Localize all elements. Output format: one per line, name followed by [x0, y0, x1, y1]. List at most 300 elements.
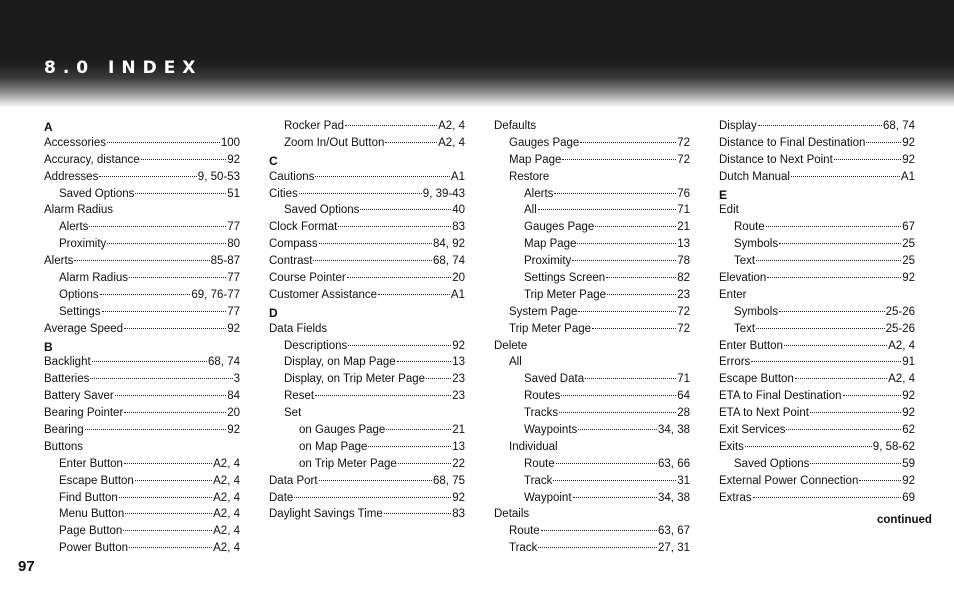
dot-leader	[767, 277, 901, 278]
index-entry-term: Symbols	[734, 305, 779, 318]
index-entry	[44, 422, 240, 439]
dot-leader	[135, 480, 212, 481]
index-entry	[44, 388, 240, 405]
index-entry-pages: A2, 4	[213, 474, 240, 487]
index-entry-term: Data Port	[269, 474, 318, 487]
index-entry-term: Descriptions	[284, 339, 348, 352]
index-entry	[719, 354, 915, 371]
index-entry-term: Dutch Manual	[719, 170, 790, 183]
index-entry-term: on Trip Meter Page	[299, 457, 397, 470]
index-entry-pages: 23	[452, 373, 465, 386]
index-entry-term: Buttons	[44, 440, 83, 453]
index-entry-term: Map Page	[524, 238, 577, 251]
index-entry-term: Routes	[524, 390, 561, 403]
index-entry-pages: 40	[452, 204, 465, 217]
index-entry-term: Track	[509, 542, 538, 555]
index-entry-pages: A2, 4	[213, 457, 240, 470]
index-entry-pages: A2, 4	[213, 525, 240, 538]
index-entry	[494, 540, 690, 557]
index-entry-pages: 63, 66	[658, 457, 690, 470]
index-entry	[44, 287, 240, 304]
dot-leader	[810, 412, 901, 413]
index-entry-pages: 92	[452, 491, 465, 504]
index-entry	[269, 287, 465, 304]
index-entry-term: Course Pointer	[269, 272, 346, 285]
index-entry-term: Data Fields	[269, 322, 328, 335]
index-entry-pages: 77	[227, 272, 240, 285]
index-entry-pages: 31	[677, 474, 690, 487]
index-entry	[719, 236, 915, 253]
index-entry	[269, 169, 465, 186]
index-entry-term: Cities	[269, 187, 298, 200]
index-entry	[269, 236, 465, 253]
index-entry-pages: 28	[677, 407, 690, 420]
index-entry	[269, 490, 465, 507]
index-section-letter: C	[269, 153, 278, 168]
index-section-letter: E	[719, 187, 728, 202]
index-entry	[269, 338, 465, 355]
dot-leader	[85, 429, 227, 430]
index-entry-term: Alerts	[59, 221, 89, 234]
index-entry-term: Backlight	[44, 356, 91, 369]
dot-leader	[315, 395, 451, 396]
index-entry	[269, 118, 465, 135]
dot-leader	[562, 159, 676, 160]
index-entry-term: Set	[284, 407, 302, 420]
index-entry	[494, 338, 690, 355]
dot-leader	[124, 328, 226, 329]
index-entry-pages: 21	[452, 424, 465, 437]
index-entry-pages: 83	[452, 221, 465, 234]
index-entry	[719, 405, 915, 422]
index-entry-term: Saved Options	[284, 204, 360, 217]
index-section-letter: A	[44, 120, 53, 134]
index-entry	[494, 439, 690, 456]
index-entry-term: Average Speed	[44, 322, 124, 335]
index-entry	[494, 304, 690, 321]
index-entry-term: Details	[494, 508, 530, 521]
index-entry-term: Escape Button	[59, 474, 134, 487]
index-entry	[719, 253, 915, 270]
index-entry	[719, 473, 915, 490]
index-entry	[269, 135, 465, 152]
dot-leader	[125, 513, 212, 514]
index-entry-pages: 92	[902, 272, 915, 285]
index-entry-term: Find Button	[59, 491, 118, 504]
index-entry	[719, 321, 915, 338]
index-entry-pages: 100	[220, 136, 240, 149]
index-entry	[494, 270, 690, 287]
dot-leader	[107, 142, 220, 143]
index-entry	[44, 540, 240, 557]
dot-leader	[345, 125, 437, 126]
index-entry	[494, 152, 690, 169]
index-entry-pages: 72	[677, 136, 690, 149]
index-entry	[44, 405, 240, 422]
index-entry-term: Extras	[719, 491, 752, 504]
index-entry-pages: 92	[227, 424, 240, 437]
index-entry-term: Display, on Map Page	[284, 356, 396, 369]
index-entry-term: Map Page	[509, 153, 562, 166]
dot-leader	[385, 142, 437, 143]
dot-leader	[398, 463, 451, 464]
index-entry-term: Route	[524, 457, 555, 470]
index-entry	[494, 473, 690, 490]
index-entry-term: System Page	[509, 305, 578, 318]
dot-leader	[866, 142, 901, 143]
dot-leader	[791, 176, 900, 177]
dot-leader	[89, 226, 226, 227]
index-entry-term: Gauges Page	[509, 136, 580, 149]
dot-leader	[580, 142, 676, 143]
dot-leader	[124, 463, 212, 464]
index-entry-term: Alarm Radius	[44, 204, 114, 217]
index-entry-pages: 27, 31	[658, 542, 690, 555]
index-entry-term: Alarm Radius	[59, 272, 129, 285]
dot-leader	[123, 530, 212, 531]
index-entry	[494, 490, 690, 507]
index-entry	[494, 253, 690, 270]
dot-leader	[90, 378, 232, 379]
index-entry-pages: 82	[677, 272, 690, 285]
index-entry-pages: 92	[902, 136, 915, 149]
dot-leader	[556, 463, 657, 464]
index-entry	[44, 371, 240, 388]
index-entry	[44, 152, 240, 169]
index-entry	[494, 118, 690, 135]
index-entry	[44, 236, 240, 253]
index-entry-term: Elevation	[719, 272, 767, 285]
dot-leader	[607, 294, 676, 295]
dot-leader	[74, 260, 209, 261]
index-entry-pages: A2, 4	[438, 136, 465, 149]
index-entry	[494, 405, 690, 422]
index-entry-term: Enter Button	[719, 339, 783, 352]
index-entry-pages: 69, 76-77	[191, 288, 240, 301]
index-entry	[719, 152, 915, 169]
index-entry-term: Distance to Next Point	[719, 153, 833, 166]
continued-label: continued	[877, 514, 932, 526]
index-entry-term: ETA to Final Destination	[719, 390, 842, 403]
index-entry	[269, 456, 465, 473]
index-entry-term: Enter	[719, 288, 747, 301]
dot-leader	[541, 530, 657, 531]
dot-leader	[319, 243, 432, 244]
index-entry	[44, 219, 240, 236]
index-entry	[719, 439, 915, 456]
index-entry	[494, 169, 690, 186]
dot-leader	[553, 480, 676, 481]
index-entry-term: on Gauges Page	[299, 424, 386, 437]
index-entry	[44, 304, 240, 321]
index-entry-pages: 25	[902, 255, 915, 268]
index-entry-pages: 77	[227, 221, 240, 234]
index-entry	[269, 219, 465, 236]
index-entry-pages: 92	[902, 407, 915, 420]
index-entry-pages: 3	[233, 373, 240, 386]
index-entry-pages: 92	[902, 390, 915, 403]
index-entry	[494, 422, 690, 439]
dot-leader	[577, 243, 676, 244]
dot-leader	[368, 446, 451, 447]
index-entry-pages: 23	[452, 390, 465, 403]
index-entry	[719, 169, 915, 186]
index-entry	[269, 253, 465, 270]
index-entry	[44, 490, 240, 507]
dot-leader	[810, 463, 901, 464]
page-number: 97	[18, 558, 35, 575]
index-column-3	[494, 118, 690, 557]
dot-leader	[554, 193, 676, 194]
index-entry-pages: 68, 74	[433, 255, 465, 268]
index-entry	[719, 371, 915, 388]
index-entry	[494, 523, 690, 540]
index-entry-pages: 51	[227, 187, 240, 200]
index-entry-term: Batteries	[44, 373, 90, 386]
dot-leader	[573, 497, 658, 498]
index-entry-pages: 71	[677, 373, 690, 386]
index-entry	[44, 202, 240, 219]
index-entry-term: Distance to Final Destination	[719, 136, 866, 149]
index-entry-term: Saved Options	[734, 457, 810, 470]
index-entry-term: Symbols	[734, 238, 779, 251]
index-entry-term: Route	[734, 221, 765, 234]
index-entry-term: Menu Button	[59, 508, 125, 521]
dot-leader	[348, 345, 451, 346]
dot-leader	[766, 226, 902, 227]
index-entry-pages: 23	[677, 288, 690, 301]
index-entry	[269, 202, 465, 219]
index-entry-term: Exit Services	[719, 424, 786, 437]
dot-leader	[578, 429, 657, 430]
dot-leader	[561, 395, 676, 396]
index-entry	[494, 456, 690, 473]
dot-leader	[347, 277, 451, 278]
index-entry	[494, 135, 690, 152]
index-entry	[269, 354, 465, 371]
index-entry-pages: 69	[902, 491, 915, 504]
dot-leader	[384, 513, 451, 514]
index-entry-pages: 25-26	[885, 305, 915, 318]
dot-leader	[141, 159, 227, 160]
index-entry-term: ETA to Next Point	[719, 407, 809, 420]
index-entry-term: Accuracy, distance	[44, 153, 140, 166]
index-entry-pages: 20	[227, 407, 240, 420]
index-entry	[269, 405, 465, 422]
index-entry-pages: 71	[677, 204, 690, 217]
index-entry-pages: 22	[452, 457, 465, 470]
index-entry-term: Tracks	[524, 407, 559, 420]
index-entry	[44, 321, 240, 338]
index-entry	[269, 473, 465, 490]
index-entry	[44, 456, 240, 473]
index-entry	[719, 422, 915, 439]
dot-leader	[319, 480, 432, 481]
index-entry-term: Waypoints	[524, 424, 578, 437]
index-entry-term: Cautions	[269, 170, 315, 183]
index-entry-pages: 83	[452, 508, 465, 521]
index-entry-term: Exits	[719, 440, 744, 453]
index-entry-pages: A2, 4	[213, 491, 240, 504]
dot-leader	[124, 412, 226, 413]
dot-leader	[360, 209, 451, 210]
dot-leader	[92, 361, 207, 362]
index-entry-term: Customer Assistance	[269, 288, 378, 301]
index-entry-term: Proximity	[524, 255, 572, 268]
index-entry-pages: A2, 4	[213, 508, 240, 521]
index-entry-term: Daylight Savings Time	[269, 508, 383, 521]
dot-leader	[538, 209, 676, 210]
index-entry	[44, 473, 240, 490]
index-entry-term: Clock Format	[269, 221, 338, 234]
index-entry-pages: 92	[227, 153, 240, 166]
index-entry	[269, 422, 465, 439]
dot-leader	[834, 159, 901, 160]
dot-leader	[107, 243, 226, 244]
index-column-4	[719, 118, 915, 506]
index-entry-pages: A2, 4	[888, 373, 915, 386]
index-entry	[494, 287, 690, 304]
index-entry	[494, 371, 690, 388]
page-title: 8.0 INDEX	[44, 58, 203, 78]
index-entry	[494, 354, 690, 371]
index-entry	[269, 506, 465, 523]
index-entry-term: External Power Connection	[719, 474, 859, 487]
index-column-2	[269, 118, 465, 523]
dot-leader	[102, 311, 227, 312]
index-entry-term: Delete	[494, 339, 528, 352]
index-entry	[719, 135, 915, 152]
dot-leader	[538, 547, 657, 548]
dot-leader	[115, 395, 227, 396]
index-entry-pages: 91	[902, 356, 915, 369]
index-entry	[44, 523, 240, 540]
index-entry-term: Addresses	[44, 170, 99, 183]
index-entry-term: Display	[719, 120, 757, 132]
index-entry	[719, 304, 915, 321]
index-entry-term: Bearing Pointer	[44, 407, 124, 420]
dot-leader	[751, 361, 901, 362]
index-entry-pages: 92	[902, 474, 915, 487]
index-entry	[269, 321, 465, 338]
dot-leader	[784, 345, 887, 346]
index-entry-term: Saved Data	[524, 373, 585, 386]
index-entry-pages: A1	[900, 170, 915, 183]
index-entry	[269, 439, 465, 456]
index-entry-pages: 68, 75	[433, 474, 465, 487]
index-entry-term: Text	[734, 255, 756, 268]
index-entry-term: Waypoint	[524, 491, 572, 504]
index-entry-term: Zoom In/Out Button	[284, 136, 385, 149]
index-section-letter: D	[269, 305, 278, 320]
index-entry-pages: 62	[902, 424, 915, 437]
dot-leader	[753, 497, 902, 498]
index-entry	[44, 506, 240, 523]
dot-leader	[313, 260, 432, 261]
dot-leader	[378, 294, 450, 295]
dot-leader	[843, 395, 902, 396]
index-entry-pages: 9, 39-43	[422, 187, 465, 200]
dot-leader	[592, 328, 676, 329]
index-entry-pages: 20	[452, 272, 465, 285]
index-entry-term: Battery Saver	[44, 390, 114, 403]
dot-leader	[338, 226, 451, 227]
index-entry	[719, 287, 915, 304]
index-entry-term: Trip Meter Page	[509, 322, 592, 335]
index-entry	[494, 186, 690, 203]
dot-leader	[585, 378, 676, 379]
index-entry	[719, 270, 915, 287]
dot-leader	[294, 497, 451, 498]
dot-leader	[426, 378, 451, 379]
index-entry-pages: 67	[902, 221, 915, 234]
index-entry	[719, 202, 915, 219]
dot-leader	[100, 294, 191, 295]
index-entry-pages: 13	[452, 440, 465, 453]
index-entry-term: Trip Meter Page	[524, 288, 607, 301]
index-entry	[494, 236, 690, 253]
index-entry-term: Alerts	[44, 255, 74, 268]
index-entry-term: Compass	[269, 238, 318, 251]
index-entry-term: Escape Button	[719, 373, 794, 386]
index-entry-pages: 72	[677, 153, 690, 166]
dot-leader	[397, 361, 452, 362]
index-entry-term: Defaults	[494, 120, 537, 132]
index-entry-term: Accessories	[44, 136, 106, 149]
dot-leader	[779, 243, 901, 244]
index-entry-term: Power Button	[59, 542, 129, 555]
index-section-letter: B	[44, 339, 53, 354]
index-entry-pages: 92	[227, 322, 240, 335]
index-entry-pages: 77	[227, 305, 240, 318]
index-entry-pages: 68, 74	[883, 120, 915, 132]
index-entry-term: Reset	[284, 390, 315, 403]
index-entry-term: Individual	[509, 440, 558, 453]
index-entry-pages: 9, 50-53	[197, 170, 240, 183]
index-entry	[44, 135, 240, 152]
dot-leader	[756, 328, 884, 329]
index-entry-term: Route	[509, 525, 540, 538]
index-entry-pages: 59	[902, 457, 915, 470]
index-entry-term: Gauges Page	[524, 221, 595, 234]
index-entry-pages: 92	[902, 153, 915, 166]
index-entry-term: Text	[734, 322, 756, 335]
index-entry	[719, 388, 915, 405]
dot-leader	[572, 260, 676, 261]
index-entry-term: All	[524, 204, 537, 217]
dot-leader	[299, 193, 422, 194]
index-entry	[719, 219, 915, 236]
index-entry-term: Restore	[509, 170, 550, 183]
index-entry	[44, 186, 240, 203]
index-entry	[44, 439, 240, 456]
index-entry-term: Alerts	[524, 187, 554, 200]
index-entry-term: Date	[269, 491, 294, 504]
index-entry-pages: 92	[452, 339, 465, 352]
dot-leader	[745, 446, 872, 447]
index-entry-term: Options	[59, 288, 99, 301]
index-entry	[719, 338, 915, 355]
index-entry-term: Enter Button	[59, 457, 123, 470]
index-entry	[44, 270, 240, 287]
dot-leader	[795, 378, 887, 379]
index-entry	[269, 388, 465, 405]
index-entry-pages: 25	[902, 238, 915, 251]
index-entry-pages: 13	[677, 238, 690, 251]
index-entry-pages: A1	[450, 288, 465, 301]
dot-leader	[315, 176, 450, 177]
dot-leader	[386, 429, 451, 430]
